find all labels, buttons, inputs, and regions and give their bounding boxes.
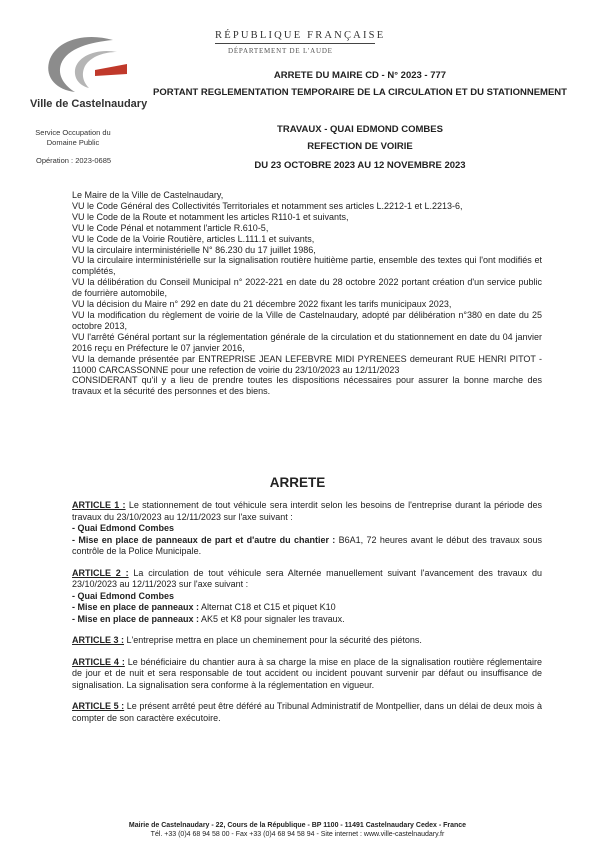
operation-number: Opération : 2023-0685 bbox=[36, 156, 112, 165]
portant-title: PORTANT REGLEMENTATION TEMPORAIRE DE LA CIRCULATION ET DU STATIONNEMENT bbox=[153, 87, 567, 98]
footer-address: Mairie de Castelnaudary - 22, Cours de la République - BP 1100 - 11491 Castelnaudary Cedex - France bbox=[128, 822, 467, 829]
article-1-item-label: - Mise en place de panneaux de part et d'autre du chantier : bbox=[72, 534, 336, 545]
article-1 bbox=[72, 500, 542, 523]
preamble-line: Le Maire de la Ville de Castelnaudary, bbox=[72, 190, 224, 200]
preamble-line: VU la circulaire interministérielle N° 86.230 du 17 juillet 1986, bbox=[72, 244, 316, 255]
article-4-label: ARTICLE 4 : bbox=[72, 656, 125, 667]
article-2-item-text: AK5 et K8 pour signaler les travaux. bbox=[199, 613, 345, 624]
article-5-text: Le présent arrêté peut être déféré au Tribunal Administratif de Montpellier, dans un délai de deux mois à compter de son caractère exécutoire. bbox=[72, 701, 542, 723]
republique-francaise: RÉPUBLIQUE FRANÇAISE bbox=[215, 30, 386, 41]
article-2-item: - Quai Edmond Combes bbox=[72, 590, 175, 601]
article-5 bbox=[72, 701, 542, 724]
preamble-line: VU la demande présentée par ENTREPRISE JEAN LEFEBVRE MIDI PYRENEES demeurant RUE HENRI PITOT - 11000 CARCASSONNE pour une refection de voirie du 23/10/2023 au 12/11/2023 bbox=[72, 353, 542, 375]
city-name: Ville de Castelnaudary bbox=[30, 98, 148, 110]
castelnaudary-logo bbox=[35, 30, 135, 98]
preamble-line: VU l'arrêté Général portant sur la réglementation générale de la circulation et du stationnement en date du 04 janvier 2016 reçu en Préfecture le 07 janvier 2016, bbox=[72, 331, 542, 353]
preamble-line: VU la délibération du Conseil Municipal n° 2022-221 en date du 28 octobre 2022 portant création d'un service public de fourrière automobile, bbox=[72, 277, 542, 299]
preamble-line: VU le Code de la Route et notamment les articles R110-1 et suivants, bbox=[72, 211, 349, 222]
article-3 bbox=[72, 635, 542, 647]
articles bbox=[72, 500, 542, 724]
refection-title: REFECTION DE VOIRIE bbox=[307, 141, 413, 152]
article-2-item-text: Alternat C18 et C15 et piquet K10 bbox=[199, 602, 336, 612]
article-4 bbox=[72, 657, 542, 692]
article-1-text: Le stationnement de tout véhicule sera interdit selon les besoins de l'entreprise durant la période des travaux du 23/10/2023 au 12/11/2023 sur l'axe suivant : bbox=[72, 500, 542, 522]
article-2-item bbox=[72, 602, 542, 614]
preamble-line: VU la circulaire interministérielle sur la signalisation routière huitième partie, ensemble des textes qui l'ont modifiés et complétés, bbox=[72, 255, 542, 277]
article-2-label: ARTICLE 2 : bbox=[72, 567, 129, 578]
header-divider bbox=[215, 43, 375, 44]
considerant: CONSIDERANT qu'il y a lieu de prendre toutes les dispositions nécessaires pour assurer la bonne marche des travaux et la sécurité des personnes et des biens. bbox=[72, 375, 542, 397]
preamble-line: VU le Code Pénal et notamment l'article R.610-5, bbox=[72, 222, 269, 233]
travaux-title: TRAVAUX - QUAI EDMOND COMBES bbox=[277, 124, 443, 135]
article-1-item: - Quai Edmond Combes bbox=[72, 523, 175, 533]
article-1-item bbox=[72, 535, 542, 558]
article-4-text: Le bénéficiaire du chantier aura à sa charge la mise en place de la signalisation routière réglementaire de jour et de nuit et sera responsable de tout accident ou incident pouvant survenir par défaut ou insuffisance de signalisation. La signalisation sera conforme à la réglementation en vigueur. bbox=[72, 656, 542, 690]
article-2-text: La circulation de tout véhicule sera Alternée manuellement suivant l'avancement des travaux du 23/10/2023 au 12/11/2023 sur l'axe suivant : bbox=[72, 567, 542, 589]
article-1-label: ARTICLE 1 : bbox=[72, 500, 126, 510]
article-1-item-text: B6A1, 72 heures avant le début des travaux sous contrôle de la Police Municipale. bbox=[72, 534, 542, 556]
dates-title: DU 23 OCTOBRE 2023 AU 12 NOVEMBRE 2023 bbox=[254, 160, 466, 171]
article-5-label: ARTICLE 5 : bbox=[72, 701, 125, 711]
arrete-heading: ARRETE bbox=[269, 475, 326, 490]
service-name: Service Occupation du Domaine Public bbox=[35, 128, 111, 147]
preamble-line: VU la décision du Maire n° 292 en date du 21 décembre 2022 fixant les tarifs municipaux 2023, bbox=[72, 299, 452, 310]
article-2 bbox=[72, 568, 542, 591]
article-3-text: L'entreprise mettra en place un cheminement pour la sécurité des piétons. bbox=[124, 635, 422, 645]
article-2-item-label: - Mise en place de panneaux : bbox=[72, 602, 200, 612]
article-3-label: ARTICLE 3 : bbox=[72, 635, 125, 645]
preamble-line: VU le Code Général des Collectivités Territoriales et notamment ses articles L.2212-1 et L.2213-6, bbox=[72, 200, 463, 211]
footer bbox=[30, 822, 565, 839]
article-2-item bbox=[72, 614, 542, 626]
preamble-line: VU la modification du règlement de voirie de la Ville de Castelnaudary, adopté par délibération n°380 en date du 25 octobre 2013, bbox=[72, 309, 542, 331]
preamble-line: VU le Code de la Voirie Routière, articles L.111.1 et suivants, bbox=[72, 233, 315, 244]
departement: DÉPARTEMENT DE L'AUDE bbox=[228, 47, 333, 55]
preamble bbox=[72, 190, 542, 397]
footer-contact: Tél. +33 (0)4 68 94 58 00 - Fax +33 (0)4 68 94 58 94 - Site internet : www.ville-castelnaudary.fr bbox=[150, 830, 445, 838]
article-2-item-label: - Mise en place de panneaux : bbox=[72, 613, 200, 624]
arrete-number: ARRETE DU MAIRE CD - N° 2023 - 777 bbox=[273, 70, 447, 81]
